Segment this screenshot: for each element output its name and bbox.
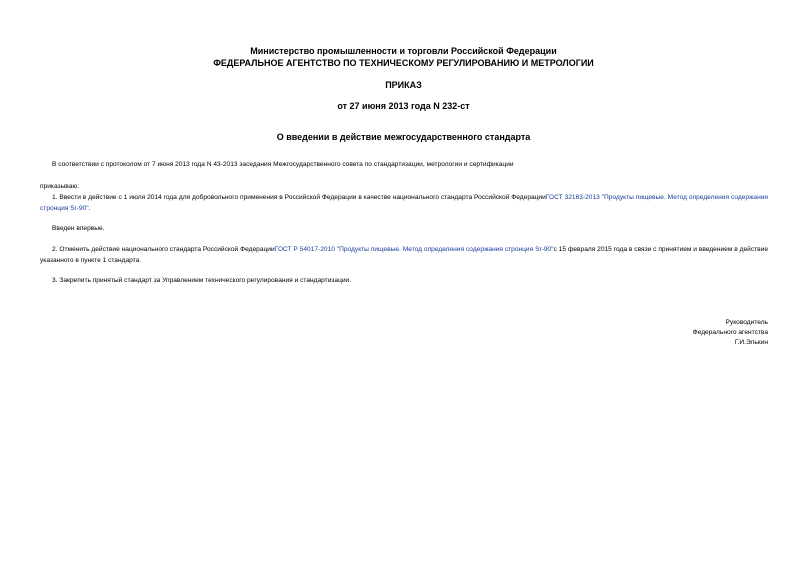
item-1-paragraph [40, 193, 768, 214]
agency-heading: ФЕДЕРАЛЬНОЕ АГЕНТСТВО ПО ТЕХНИЧЕСКОМУ РЕГУЛИРОВАНИЮ И МЕТРОЛОГИИ [213, 58, 594, 68]
item-2-paragraph [40, 245, 768, 266]
item-1-text: 1. Ввести в действие с 1 июля 2014 года для добровольного применения в Российской Федерации в качестве национального стандарта Российской Федерации [52, 194, 546, 201]
ministry-heading: Министерство промышленности и торговли Российской Федерации [250, 46, 557, 56]
signature-position: Руководитель [725, 319, 768, 326]
item-2-end: с 15 февраля 2015 года в связи с принятием и введением в действие указанного в пункте 1 стандарта. [40, 246, 768, 264]
item-3-paragraph: 3. Закрепить принятый стандарт за Управлением технического регулирования и стандартизации. [52, 277, 352, 284]
date-number: от 27 июня 2013 года N 232-ст [337, 101, 470, 111]
item-2-text: 2. Отменить действие национального стандарта Российской Федерации [52, 246, 275, 253]
introduced-first-note: Введен впервые. [52, 225, 105, 232]
document-subject: О введении в действие межгосударственного стандарта [276, 132, 531, 142]
order-word: приказываю: [40, 183, 80, 190]
signature-org: Федерального агентства [692, 329, 768, 336]
signature-name: Г.И.Элькин [734, 339, 768, 346]
intro-paragraph: В соответствии с протоколом от 7 июня 2013 года N 43-2013 заседания Межгосударственного совета по стандартизации, метрологии и сертификации [52, 161, 514, 168]
item-2-standard-link[interactable]: ГОСТ Р 54017-2010 "Продукты пищевые. Метод определения содержания стронция Sr-90" [274, 246, 554, 253]
item-1-standard-link[interactable]: ГОСТ 32163-2013 "Продукты пищевые. Метод определения содержания стронция Sr-90" [40, 194, 768, 212]
item-1-end: . [88, 204, 91, 212]
document-type: ПРИКАЗ [385, 80, 422, 90]
